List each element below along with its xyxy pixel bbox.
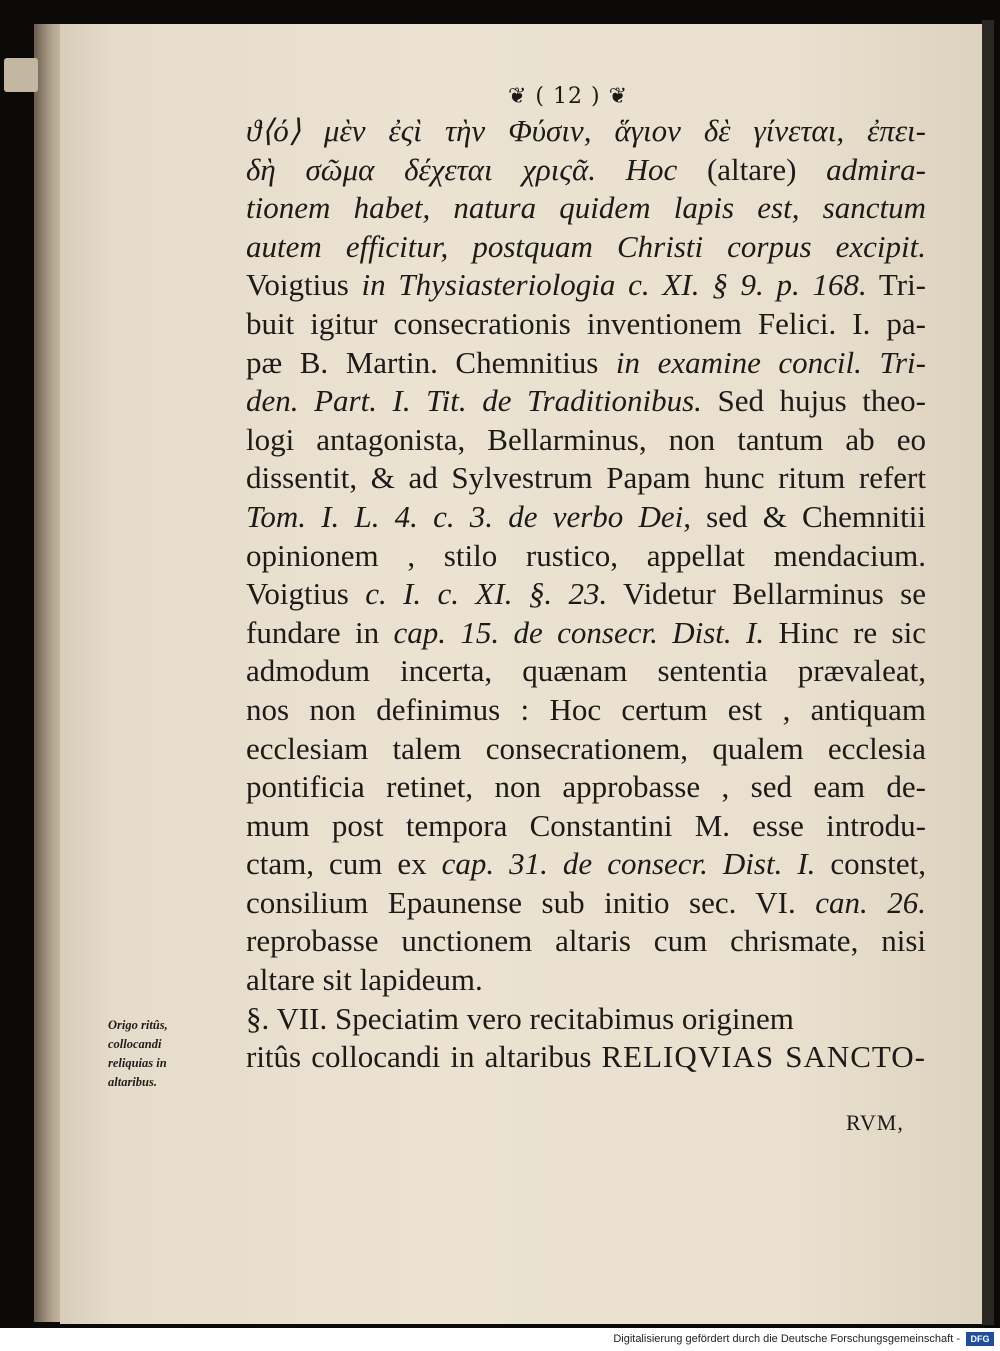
catchword: RVM, — [846, 1110, 904, 1135]
margin-note-line: Origo ritûs, — [108, 1018, 168, 1032]
text-line — [246, 266, 926, 305]
text-run: pæ B. Martin. Chemnitius — [246, 344, 616, 380]
margin-note-line: collocandi — [108, 1037, 162, 1051]
text-run: ctam, cum ex — [246, 846, 442, 882]
text-run: Voigtius — [246, 576, 366, 612]
text-line — [246, 1038, 926, 1077]
text-line — [246, 459, 926, 498]
text-run: §. VII. Speciatim vero recitabimus originem — [246, 1000, 794, 1036]
text-line — [246, 961, 926, 1000]
text-run: admodum incerta, quænam sententia prævaleat, — [246, 653, 926, 689]
text-run: in Thysiasteriologia c. XI. § 9. p. 168. — [361, 267, 867, 303]
text-run: altare sit lapideum. — [246, 962, 483, 998]
text-run: Tri- — [866, 267, 926, 303]
footer-bar — [0, 1328, 1000, 1351]
text-line — [246, 228, 926, 267]
text-run: admira- — [826, 151, 926, 187]
text-run: δὴ σῶμα δέχεται χριςᾶ. — [246, 151, 626, 187]
margin-note-line: reliquias in — [108, 1056, 167, 1070]
margin-note — [108, 1016, 240, 1092]
text-run: consilium Epaunense sub initio sec. VI. — [246, 884, 816, 920]
text-line — [246, 652, 926, 691]
text-run: mum post tempora Constantini M. esse introdu- — [246, 807, 926, 843]
text-line — [246, 922, 926, 961]
text-run: (altare) — [677, 151, 827, 187]
text-run: pontificia retinet, non approbasse , sed eam de- — [246, 769, 926, 805]
dfg-logo: DFG — [966, 1332, 994, 1346]
text-line — [246, 344, 926, 383]
text-line — [246, 768, 926, 807]
text-line — [246, 537, 926, 576]
text-line — [246, 421, 926, 460]
text-run: cap. 15. de consecr. Dist. I. — [393, 614, 765, 650]
text-line — [246, 575, 926, 614]
text-run: nos non definimus : Hoc certum est , antiquam — [246, 691, 926, 727]
text-run: buit igitur consecrationis inventionem Felici. I. pa- — [246, 305, 926, 341]
text-line — [246, 498, 926, 537]
body-text — [246, 112, 926, 1077]
text-line — [246, 112, 926, 151]
text-run: RELIQVIAS SANCTO- — [601, 1039, 926, 1075]
text-run: den. Part. I. Tit. de Traditionibus. — [246, 383, 702, 419]
text-run: Videtur Bellarminus se — [607, 576, 927, 612]
text-run: tionem habet, natura quidem lapis est, sanctum — [246, 190, 926, 226]
text-run: c. I. c. XI. §. 23. — [365, 576, 608, 612]
text-run: Sed hujus theo- — [701, 383, 926, 419]
page-gutter-right — [982, 20, 994, 1325]
text-run: opinionem , stilo rustico, appellat mendacium. — [246, 537, 926, 573]
text-line — [246, 845, 926, 884]
text-line — [246, 730, 926, 769]
text-run: Voigtius — [246, 267, 362, 303]
text-run: Hinc re sic — [764, 614, 926, 650]
text-run: Hoc — [625, 151, 678, 187]
text-run: ritûs collocandi in altaribus — [246, 1039, 602, 1075]
paper-tab — [4, 58, 38, 92]
text-line — [246, 189, 926, 228]
text-line — [246, 305, 926, 344]
text-run: reprobasse unctionem altaris cum chrismate, nisi — [246, 923, 926, 959]
text-line — [246, 691, 926, 730]
text-run: ϑ⟨ό⟩ μὲν ἐςὶ τὴν Φύσιν, ἅγιον δὲ γίνεται, ἐπει- — [246, 113, 926, 148]
text-run: sed & Chemnitii — [690, 498, 926, 534]
text-line — [246, 151, 926, 190]
text-run: ecclesiam talem consecrationem, qualem ecclesia — [246, 730, 926, 766]
text-line — [246, 382, 926, 421]
text-run: can. 26. — [815, 884, 926, 920]
text-run: Tom. I. L. 4. c. 3. de verbo Dei, — [246, 498, 691, 534]
text-run: dissentit, & ad Sylvestrum Papam hunc ritum refert — [246, 460, 926, 496]
text-line — [246, 807, 926, 846]
text-line — [246, 1000, 926, 1039]
page-number-header: ❦ ( 12 ) ❦ — [508, 84, 628, 109]
text-run: cap. 31. de consecr. Dist. I. — [441, 846, 816, 882]
text-line — [246, 884, 926, 923]
text-line — [246, 614, 926, 653]
text-run: fundare in — [246, 614, 394, 650]
text-run: autem efficitur, postquam Christi corpus excipit. — [246, 228, 926, 264]
text-run: logi antagonista, Bellarminus, non tantum ab eo — [246, 421, 926, 457]
footer-credit: Digitalisierung gefördert durch die Deutsche Forschungsgemeinschaft - — [613, 1333, 960, 1345]
text-run: in examine concil. Tri- — [615, 344, 926, 380]
margin-note-line: altaribus. — [108, 1075, 157, 1089]
text-run: constet, — [815, 846, 926, 882]
